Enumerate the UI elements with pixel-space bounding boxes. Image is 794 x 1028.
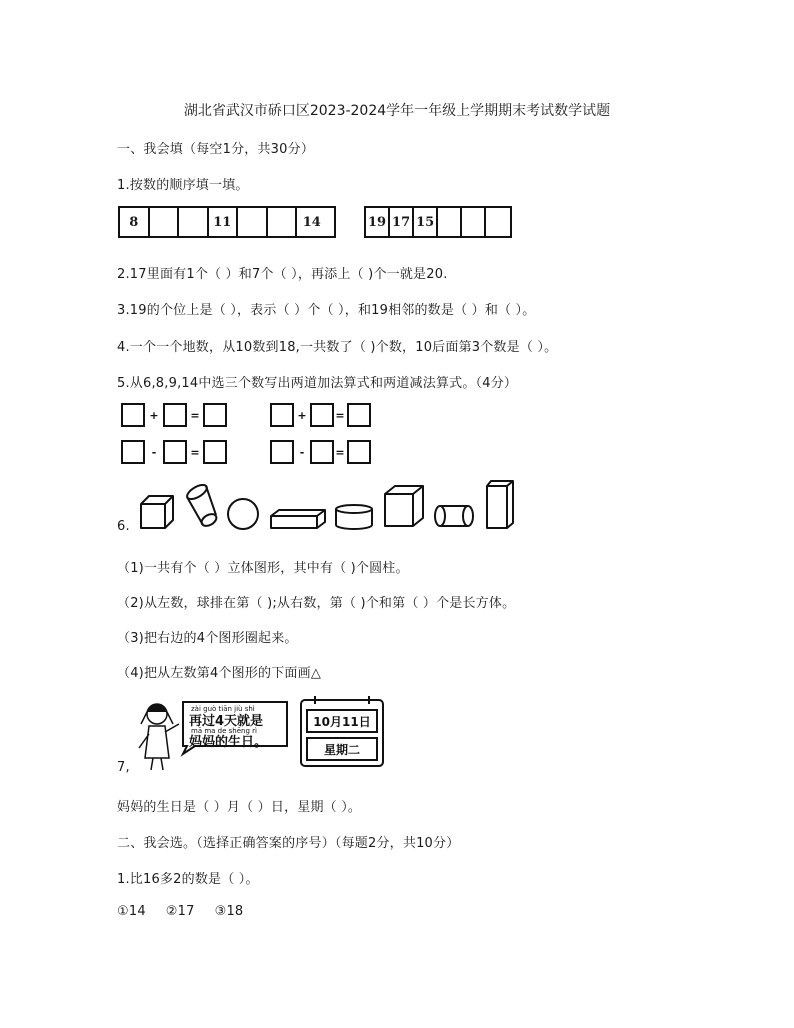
q1-text: 1.按数的顺序填一填。: [117, 178, 249, 193]
sequence-cell: [438, 208, 462, 236]
sequence-cell: [150, 208, 180, 236]
plus-sign: +: [297, 409, 307, 422]
q6-sub2: （2)从左数，球排在第（ );从右数，第（ )个和第（ ）个是长方体。: [117, 596, 516, 611]
q5-text: 5.从6,8,9,14中选三个数写出两道加法算式和两道减法算式。（4分）: [117, 376, 518, 391]
girl-icon: [139, 704, 179, 770]
minus-sign: -: [151, 446, 157, 459]
short-cylinder-icon: [336, 505, 372, 529]
sequence-b: [364, 206, 512, 238]
option-1: ①14: [117, 904, 146, 919]
sequence-cell: 11: [209, 208, 239, 236]
section2-heading: 二、我会选。（选择正确答案的序号）（每题2分，共10分）: [117, 836, 460, 851]
sequence-cell: [179, 208, 209, 236]
q6-sub1: （1)一共有个（ ）立体图形，其中有（ )个圆柱。: [117, 561, 409, 576]
minus-sign: -: [299, 446, 305, 459]
sequence-cell: 15: [414, 208, 438, 236]
q7-label: 7,: [117, 760, 130, 775]
speech-pinyin-1: zài guò tiān jiù shì: [191, 705, 255, 713]
cube-icon: [385, 486, 423, 526]
speech-pinyin-2: mā ma de shēng rì: [191, 727, 257, 735]
speech-line-2: 妈妈的生日。: [189, 735, 268, 750]
q6-sub3: （3)把右边的4个图形圈起来。: [117, 631, 298, 646]
q3-text: 3.19的个位上是（ ），表示（ ）个（ ），和19相邻的数是（ ）和（ ）。: [117, 303, 536, 318]
s2-q1-options: [117, 904, 243, 919]
calendar-weekday: 星期二: [323, 743, 361, 757]
q6-label: 6.: [117, 519, 130, 534]
solid-shapes-row: [135, 478, 525, 534]
equals-sign: =: [335, 409, 345, 422]
flat-cuboid-icon: [271, 510, 325, 528]
lying-cylinder-icon: [435, 506, 473, 526]
sequence-cell: [462, 208, 486, 236]
sphere-icon: [228, 499, 258, 529]
equation-boxes: [118, 400, 388, 470]
plus-sign: +: [149, 409, 159, 422]
sequence-cell: [268, 208, 298, 236]
sequence-a: [118, 206, 336, 238]
option-3: ③18: [214, 904, 244, 919]
tilted-cylinder-icon: [185, 482, 218, 528]
q4-text: 4.一个一个地数，从10数到18,一共数了（ )个数，10后面第3个数是（ ）。: [117, 340, 558, 355]
page-title: 湖北省武汉市硚口区2023-2024学年一年级上学期期末考试数学试题: [183, 103, 611, 119]
sequence-cell: 14: [302, 214, 321, 230]
equals-sign: =: [190, 446, 200, 459]
equals-sign: =: [335, 446, 345, 459]
equals-sign: =: [190, 409, 200, 422]
q2-text: 2.17里面有1个（ ）和7个（ ），再添上（ )个一就是20.: [117, 267, 448, 282]
speech-line-1: 再过4天就是: [189, 714, 264, 729]
sequence-cell: [238, 208, 268, 236]
q7-illustration: [135, 694, 390, 774]
q6-sub4: （4)把从左数第4个图形的下面画△: [117, 666, 322, 681]
s2-q1-text: 1.比16多2的数是（ ）。: [117, 872, 259, 887]
option-2: ②17: [165, 904, 195, 919]
sequence-cell: 17: [390, 208, 414, 236]
section1-heading: 一、我会填（每空1分，共30分）: [117, 142, 315, 157]
tall-cuboid-icon: [487, 481, 513, 528]
sequence-cell: 19: [366, 208, 390, 236]
q7-question: 妈妈的生日是（ ）月（ ）日，星期（ ）。: [117, 800, 362, 815]
sequence-cell: 8: [120, 208, 150, 236]
sequence-cell: [486, 208, 510, 236]
cube-icon: [141, 496, 173, 528]
calendar-date: 10月11日: [313, 715, 371, 729]
